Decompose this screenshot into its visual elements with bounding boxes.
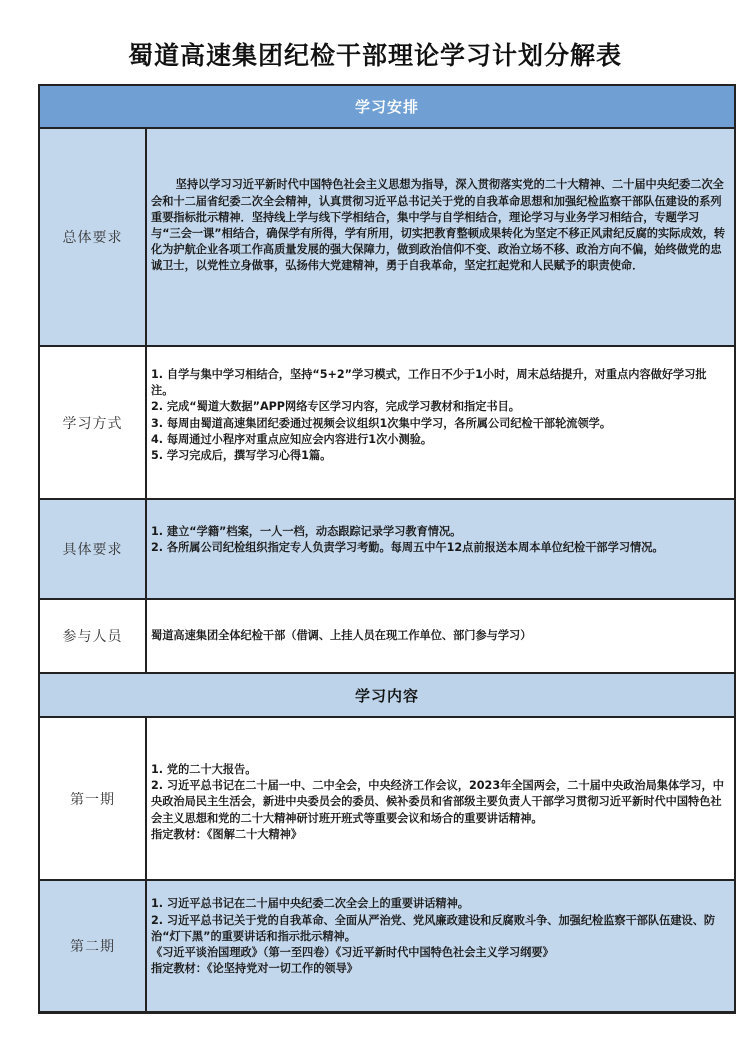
content-line: 蜀道高速集团全体纪检干部（借调、上挂人员在现工作单位、部门参与学习）: [151, 628, 532, 642]
row-label: 参与人员: [40, 600, 147, 672]
content-line: 指定教材：《论坚持党对一切工作的领导》: [151, 962, 358, 976]
content-line: 1. 自学与集中学习相结合，坚持“5+2”学习模式，工作日不少于1小时，周末总结提升，对重点内容做好学习批注。: [151, 367, 707, 398]
row-content: [147, 718, 734, 879]
content-paragraph: 坚持以学习习近平新时代中国特色社会主义思想为指导，深入贯彻落实党的二十大精神、二十届中央纪委二次全会和十二届省纪委二次全会精神，认真贯彻习近平总书记关于党的自我革命思想和加强纪检监察干部队伍建设的系列重要指标批示精神．坚持线上学与线下学相结合，集中学与自学相结合，理论学习与业务学习相结合，专题学习与“三会一课”相结合，确保学有所得，学有所用，切实把教育整顿成果转化为坚定不移正风肃纪反腐的实际成效，转化为护航企业各项工作高质量发展的强大保障力，做到政治信仰不变、政治立场不移、政治方向不偏，始终做党的忠诚卫士，以党性立身做事，弘扬伟大党建精神，勇于自我革命，坚定扛起党和人民赋予的职责使命．: [151, 178, 726, 273]
row-content: [147, 129, 734, 345]
section-header-study-content: 学习内容: [40, 672, 734, 718]
content-line: 1. 建立“学籍”档案，一人一档，动态跟踪记录学习教育情况。: [151, 524, 462, 538]
content-line: 指定教材：《图解二十大精神》: [151, 827, 303, 841]
table-row-phase-2: [40, 881, 734, 1011]
table-row-overall-requirements: [40, 129, 734, 347]
row-content: [147, 881, 734, 1011]
content-line: 3. 每周由蜀道高速集团纪委通过视频会议组织1次集中学习，各所属公司纪检干部轮流领学。: [151, 416, 612, 430]
row-label: 第一期: [40, 718, 147, 879]
row-label: 学习方式: [40, 347, 147, 498]
table-row-specific-requirements: [40, 500, 734, 600]
row-content: [147, 600, 734, 672]
content-line: 5. 学习完成后，撰写学习心得1篇。: [151, 448, 332, 462]
content-line: 《习近平谈治国理政》（第一至四卷）《习近平新时代中国特色社会主义学习纲要》: [151, 946, 554, 960]
row-label: 具体要求: [40, 500, 147, 598]
row-label: 总体要求: [40, 129, 147, 345]
content-line: 4. 每周通过小程序对重点应知应会内容进行1次小测验。: [151, 432, 433, 446]
content-line: 2. 习近平总书记在二十届一中、二中全会，中央经济工作会议，2023年全国两会，二十届中央政治局集体学习，中央政治局民主生活会，新进中央委员会的委员、候补委员和省部级主要负责人干部学习贯彻习近平新时代中国特色社会主义思想和党的二十大精神研讨班开班式等重要会议和场合的重要讲话精神。: [151, 779, 724, 825]
content-line: 2. 习近平总书记关于党的自我革命、全面从严治党、党风廉政建设和反腐败斗争、加强纪检监察干部队伍建设、防治“灯下黑”的重要讲话和指示批示精神。: [151, 913, 716, 943]
row-content: [147, 500, 734, 598]
table-row-phase-1: [40, 718, 734, 881]
row-label: 第二期: [40, 881, 147, 1011]
content-line: 1. 习近平总书记在二十届中央纪委二次全会上的重要讲话精神。: [151, 897, 469, 911]
row-content: [147, 347, 734, 498]
document-title: 蜀道高速集团纪检干部理论学习计划分解表: [127, 41, 622, 70]
table-row-participants: [40, 600, 734, 672]
content-line: 2. 完成“蜀道大数据”APP网络专区学习内容，完成学习教材和指定书目。: [151, 400, 520, 414]
section-header-study-arrangement: 学习安排: [40, 86, 734, 129]
table-row-study-method: [40, 347, 734, 500]
study-plan-table: [38, 84, 736, 1014]
content-line: 2. 各所属公司纪检组织指定专人负责学习考勤。每周五中午12点前报送本周本单位纪检干部学习情况。: [151, 541, 664, 554]
content-line: 1. 党的二十大报告。: [151, 762, 257, 776]
